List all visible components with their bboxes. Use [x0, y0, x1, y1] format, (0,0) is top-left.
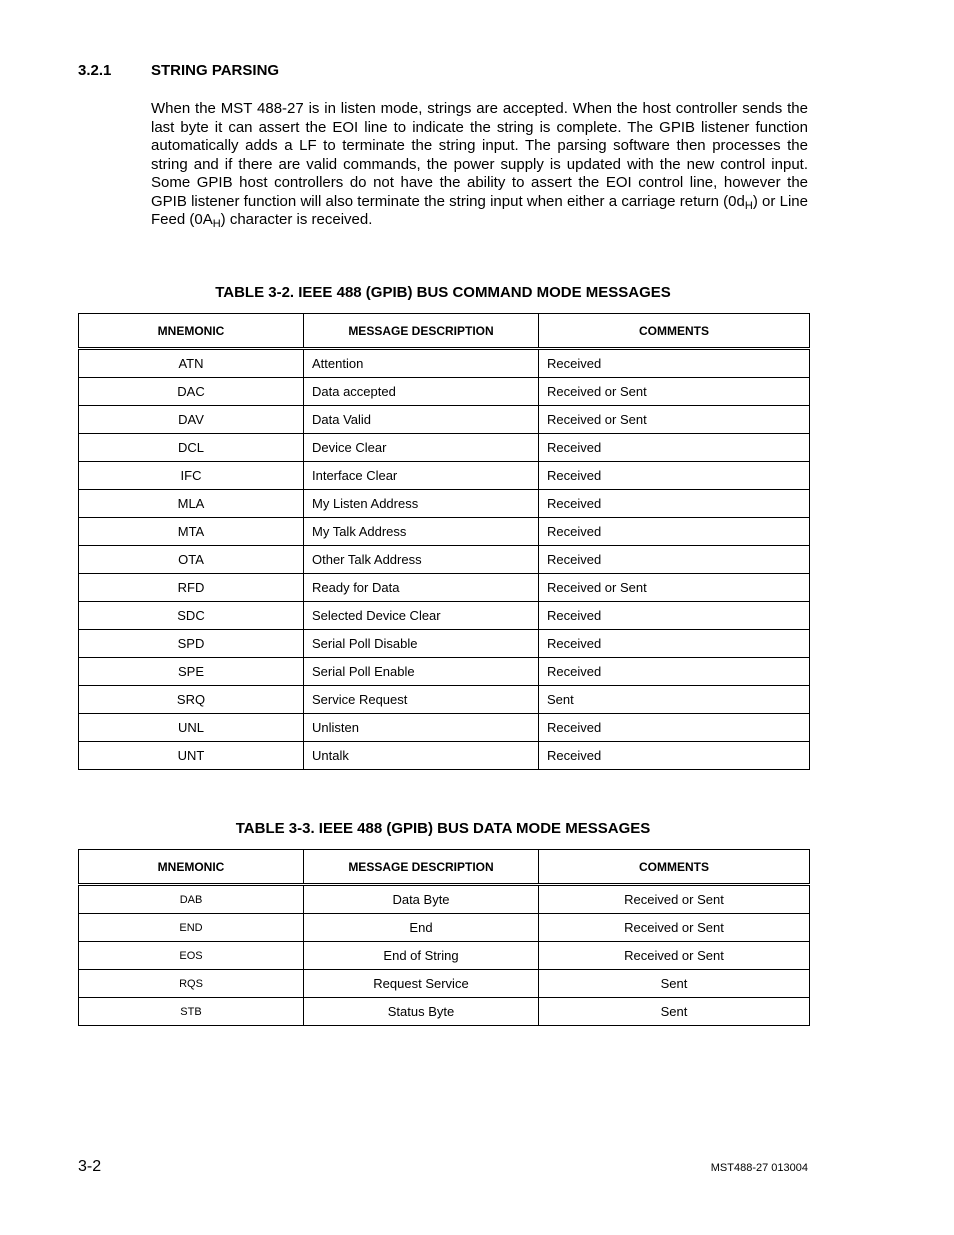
cell-description: Service Request — [304, 686, 539, 714]
cell-comments: Received — [539, 742, 810, 770]
data-mode-messages-table — [78, 849, 810, 1026]
cell-description: Other Talk Address — [304, 546, 539, 574]
cell-description: Selected Device Clear — [304, 602, 539, 630]
cell-comments: Sent — [539, 686, 810, 714]
column-header-mnemonic: MNEMONIC — [79, 314, 304, 349]
cell-comments: Received — [539, 658, 810, 686]
table-row — [79, 406, 810, 434]
table-row — [79, 686, 810, 714]
cell-comments: Received — [539, 434, 810, 462]
cell-comments: Sent — [539, 998, 810, 1026]
table-row — [79, 885, 810, 914]
cell-description: Unlisten — [304, 714, 539, 742]
table-body — [79, 349, 810, 770]
cell-comments: Received — [539, 349, 810, 378]
cell-mnemonic: SPE — [79, 658, 304, 686]
cell-mnemonic: ATN — [79, 349, 304, 378]
table-row — [79, 349, 810, 378]
table-row — [79, 602, 810, 630]
cell-comments: Received — [539, 490, 810, 518]
cell-description: Data Byte — [304, 885, 539, 914]
cell-comments: Received — [539, 630, 810, 658]
table-row — [79, 518, 810, 546]
cell-comments: Received or Sent — [539, 885, 810, 914]
cell-mnemonic: SRQ — [79, 686, 304, 714]
table-3-2-title: TABLE 3-2. IEEE 488 (GPIB) BUS COMMAND MODE MESSAGES — [215, 284, 671, 301]
table-row — [79, 998, 810, 1026]
table-header-row — [79, 850, 810, 885]
cell-description: Attention — [304, 349, 539, 378]
table-row — [79, 462, 810, 490]
column-header-description: MESSAGE DESCRIPTION — [304, 314, 539, 349]
page-number: 3-2 — [78, 1158, 102, 1175]
cell-mnemonic: OTA — [79, 546, 304, 574]
table-row — [79, 658, 810, 686]
cell-mnemonic: UNL — [79, 714, 304, 742]
cell-description: End — [304, 914, 539, 942]
cell-mnemonic: STB — [79, 998, 304, 1026]
cell-mnemonic: IFC — [79, 462, 304, 490]
cell-comments: Received or Sent — [539, 942, 810, 970]
table-row — [79, 942, 810, 970]
cell-comments: Received — [539, 518, 810, 546]
table-row — [79, 970, 810, 998]
cell-mnemonic: SPD — [79, 630, 304, 658]
cell-comments: Received — [539, 602, 810, 630]
column-header-comments: COMMENTS — [539, 850, 810, 885]
cell-comments: Received — [539, 462, 810, 490]
cell-description: Serial Poll Disable — [304, 630, 539, 658]
cell-mnemonic: SDC — [79, 602, 304, 630]
cell-mnemonic: RQS — [79, 970, 304, 998]
cell-description: Serial Poll Enable — [304, 658, 539, 686]
cell-mnemonic: DAV — [79, 406, 304, 434]
cell-description: Untalk — [304, 742, 539, 770]
cell-mnemonic: DAB — [79, 885, 304, 914]
cell-comments: Received — [539, 546, 810, 574]
column-header-mnemonic: MNEMONIC — [79, 850, 304, 885]
cell-description: My Talk Address — [304, 518, 539, 546]
subscript-hex: H — [212, 218, 221, 230]
cell-mnemonic: UNT — [79, 742, 304, 770]
cell-comments: Received or Sent — [539, 574, 810, 602]
cell-description: Device Clear — [304, 434, 539, 462]
command-mode-messages-table — [78, 313, 810, 770]
cell-comments: Received or Sent — [539, 914, 810, 942]
cell-description: My Listen Address — [304, 490, 539, 518]
cell-mnemonic: EOS — [79, 942, 304, 970]
cell-description: Status Byte — [304, 998, 539, 1026]
document-id: MST488-27 013004 — [710, 1162, 808, 1174]
table-row — [79, 434, 810, 462]
body-paragraph — [151, 100, 808, 230]
cell-comments: Received or Sent — [539, 406, 810, 434]
cell-mnemonic: DCL — [79, 434, 304, 462]
table-row — [79, 490, 810, 518]
paragraph-text: ) character is received. — [220, 211, 373, 228]
column-header-description: MESSAGE DESCRIPTION — [304, 850, 539, 885]
cell-mnemonic: DAC — [79, 378, 304, 406]
section-heading — [78, 62, 279, 79]
subscript-hex: H — [744, 199, 753, 212]
cell-mnemonic: END — [79, 914, 304, 942]
column-header-comments: COMMENTS — [539, 314, 810, 349]
table-3-3-title: TABLE 3-3. IEEE 488 (GPIB) BUS DATA MODE MESSAGES — [235, 820, 651, 837]
table-row — [79, 714, 810, 742]
paragraph-text: When the MST 488-27 is in listen mode, strings are accepted. When the host controller sends the last byte it can assert the EOI line to indicate the string is complete. The GPIB listener function automatically adds a LF to terminate the string input. The parsing software then processes the string and if there are valid commands, the power supply is updated with the new control input. Some GPIB host controllers do not have the ability to assert the EOI control line, however the GPIB listener function will also terminate the string input when either a carriage return (0d — [151, 100, 808, 210]
table-header-row — [79, 314, 810, 349]
paragraph-text: ) or Line Feed (0A — [151, 192, 808, 228]
cell-mnemonic: MLA — [79, 490, 304, 518]
cell-description: Ready for Data — [304, 574, 539, 602]
table-row — [79, 630, 810, 658]
cell-mnemonic: MTA — [79, 518, 304, 546]
section-title: STRING PARSING — [151, 62, 280, 79]
table-body — [79, 885, 810, 1026]
cell-comments: Sent — [539, 970, 810, 998]
table-row — [79, 546, 810, 574]
cell-comments: Received — [539, 714, 810, 742]
table-row — [79, 574, 810, 602]
cell-comments: Received or Sent — [539, 378, 810, 406]
section-number: 3.2.1 — [78, 62, 112, 79]
table-row — [79, 914, 810, 942]
cell-description: Interface Clear — [304, 462, 539, 490]
cell-mnemonic: RFD — [79, 574, 304, 602]
table-row — [79, 378, 810, 406]
cell-description: Data accepted — [304, 378, 539, 406]
table-row — [79, 742, 810, 770]
cell-description: Request Service — [304, 970, 539, 998]
cell-description: Data Valid — [304, 406, 539, 434]
cell-description: End of String — [304, 942, 539, 970]
